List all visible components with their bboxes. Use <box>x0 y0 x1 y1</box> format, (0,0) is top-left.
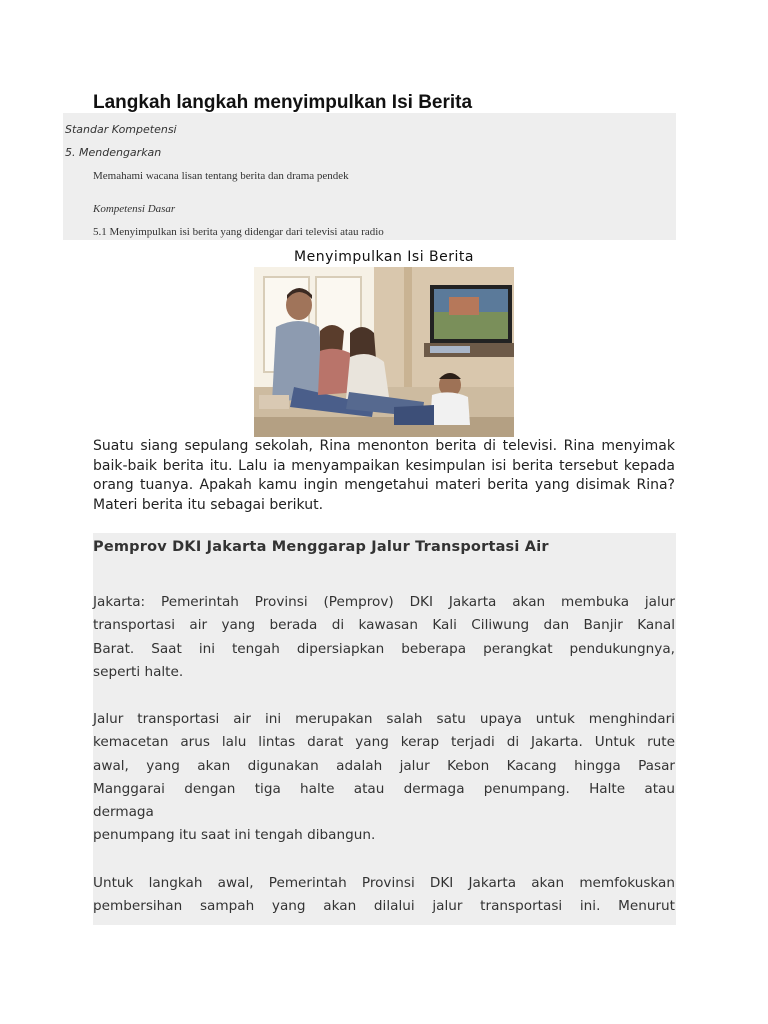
basic-competency-label: Kompetensi Dasar <box>93 203 176 215</box>
standard-description: Memahami wacana lisan tentang berita dan drama pendek <box>93 170 349 182</box>
paragraph-line: awal, yang akan digunakan adalah jalur Kebon Kacang hingga Pasar <box>93 757 675 774</box>
paragraph-line: transportasi air yang berada di kawasan Kali Ciliwung dan Banjir Kanal <box>93 617 675 634</box>
basic-competency-item: 5.1 Menyimpulkan isi berita yang didengar dari televisi atau radio <box>93 226 384 238</box>
article-paragraph-1 <box>93 591 675 684</box>
paragraph-line: dermaga <box>93 804 154 821</box>
paragraph-line: penumpang itu saat ini tengah dibangun. <box>93 827 376 844</box>
paragraph-line: pembersihan sampah yang akan dilalui jalur transportasi ini. Menurut <box>93 898 675 915</box>
paragraph-line: Untuk langkah awal, Pemerintah Provinsi DKI Jakarta akan memfokuskan <box>93 875 675 891</box>
paragraph-line: Manggarai dengan tiga halte atau dermaga penumpang. Halte atau <box>93 780 675 797</box>
article-paragraph-2 <box>93 708 675 848</box>
section-subtitle: Menyimpulkan Isi Berita <box>294 249 474 265</box>
page-title: Langkah langkah menyimpulkan Isi Berita <box>93 92 473 113</box>
article-paragraph-3 <box>93 872 675 919</box>
paragraph-line: Jalur transportasi air ini merupakan salah satu upaya untuk menghindari <box>93 711 675 727</box>
paragraph-line: seperti halte. <box>93 663 184 680</box>
paragraph-line: kemacetan arus lalu lintas darat yang kerap terjadi di Jakarta. Untuk rute <box>93 734 675 751</box>
paragraph-line: Barat. Saat ini tengah dipersiapkan beberapa perangkat pendukungnya, <box>93 640 675 657</box>
standard-item: 5. Mendengarkan <box>65 146 162 159</box>
article-heading: Pemprov DKI Jakarta Menggarap Jalur Transportasi Air <box>93 539 549 555</box>
competency-standard-box <box>63 113 676 240</box>
family-watching-tv-photo <box>254 267 514 437</box>
standard-label: Standar Kompetensi <box>65 123 177 136</box>
intro-paragraph: Suatu siang sepulang sekolah, Rina menonton berita di televisi. Rina menyimak baik-baik berita itu. Lalu ia menyampaikan kesimpulan isi berita tersebut kepada orang tuanya. Apakah kamu ingin mengetahui materi berita yang disimak Rina? Materi berita itu sebagai berikut. <box>93 438 675 513</box>
news-article <box>93 533 676 925</box>
paragraph-line: Jakarta: Pemerintah Provinsi (Pemprov) DKI Jakarta akan membuka jalur <box>93 594 675 610</box>
